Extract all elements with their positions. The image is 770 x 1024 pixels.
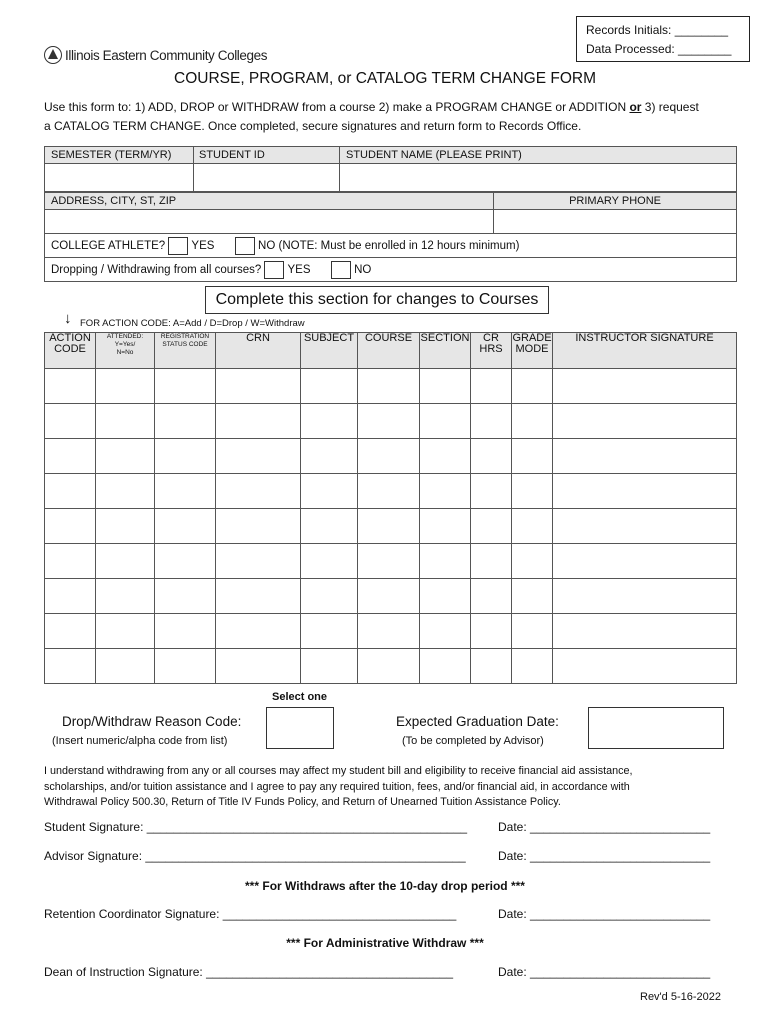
- registration-cell[interactable]: [155, 439, 216, 474]
- subject-cell[interactable]: [301, 544, 358, 579]
- registration-cell[interactable]: [155, 649, 216, 684]
- attended-cell[interactable]: [96, 544, 155, 579]
- attended-cell[interactable]: [96, 404, 155, 439]
- course-header: COURSE: [358, 333, 420, 369]
- instructor-signature-cell[interactable]: [553, 614, 737, 649]
- revision-date: Rev'd 5-16-2022: [640, 991, 721, 1003]
- grade-header: GRADE: [512, 332, 552, 344]
- grade-mode-cell[interactable]: [512, 439, 553, 474]
- athlete-row: [45, 234, 737, 258]
- action-code-cell[interactable]: [45, 649, 96, 684]
- crn-cell[interactable]: [216, 439, 301, 474]
- student-name-input[interactable]: [340, 164, 737, 192]
- cr-hrs-cell[interactable]: [471, 509, 512, 544]
- address-input[interactable]: [45, 210, 494, 234]
- attended-cell[interactable]: [96, 509, 155, 544]
- cr-hrs-cell[interactable]: [471, 439, 512, 474]
- withdraw-note: *** For Withdraws after the 10-day drop period ***: [245, 879, 525, 893]
- records-initials: Records Initials: ________: [586, 23, 729, 37]
- attended-cell[interactable]: [96, 614, 155, 649]
- crn-cell[interactable]: [216, 509, 301, 544]
- grade-mode-cell[interactable]: [512, 404, 553, 439]
- action-code-header: ACTION CODE: [45, 333, 96, 369]
- action-code-note: FOR ACTION CODE: A=Add / D=Drop / W=Withdraw: [80, 318, 305, 329]
- action-code-cell[interactable]: [45, 579, 96, 614]
- college-logo: [44, 46, 267, 64]
- cr-hrs-cell[interactable]: [471, 614, 512, 649]
- intro-or: or: [629, 100, 642, 114]
- select-one-label: Select one: [272, 691, 328, 703]
- crn-cell[interactable]: [216, 404, 301, 439]
- student-id-label: STUDENT ID: [194, 147, 340, 164]
- student-date-line[interactable]: Date: ___________________________: [498, 820, 711, 834]
- logo-text: Illinois Eastern Community Colleges: [65, 47, 268, 63]
- disclaimer-text: [44, 764, 744, 811]
- cr-hrs-cell[interactable]: [471, 369, 512, 404]
- disclaimer-line-3: Withdrawal Policy 500.30, Return of Title IV Funds Policy, and Return of Unearned Tuition Assistance Policy.: [44, 796, 561, 808]
- retention-date-line[interactable]: Date: ___________________________: [498, 907, 711, 921]
- subject-cell[interactable]: [301, 404, 358, 439]
- dropping-no-checkbox[interactable]: [331, 261, 351, 279]
- registration-cell[interactable]: [155, 579, 216, 614]
- cr-hrs-cell[interactable]: [471, 474, 512, 509]
- grade-mode-header: [512, 333, 553, 369]
- instructor-signature-cell[interactable]: [553, 404, 737, 439]
- dropping-yes-checkbox[interactable]: [264, 261, 284, 279]
- action-code-cell[interactable]: [45, 614, 96, 649]
- section-cell[interactable]: [420, 474, 471, 509]
- crn-cell[interactable]: [216, 544, 301, 579]
- action-code-cell[interactable]: [45, 404, 96, 439]
- semester-input[interactable]: [45, 164, 194, 192]
- dropping-no-label: NO: [354, 263, 372, 276]
- attended-header-2: Y=Yes/: [114, 341, 136, 348]
- mode-header: MODE: [515, 343, 549, 355]
- courses-section-title: Complete this section for changes to Courses: [205, 286, 549, 314]
- disclaimer-line-2: scholarships, and/or tuition assistance and I agree to pay any required tuition, fees, and/or financial aid, in accordance with: [44, 780, 630, 793]
- registration-cell[interactable]: [155, 474, 216, 509]
- section-cell[interactable]: [420, 614, 471, 649]
- advisor-date-line[interactable]: Date: ___________________________: [498, 849, 711, 863]
- crn-cell[interactable]: [216, 579, 301, 614]
- subject-cell[interactable]: [301, 649, 358, 684]
- action-code-cell[interactable]: [45, 439, 96, 474]
- attended-cell[interactable]: [96, 579, 155, 614]
- registration-cell[interactable]: [155, 404, 216, 439]
- course-table: [44, 332, 737, 684]
- course-cell[interactable]: [358, 544, 420, 579]
- registration-cell[interactable]: [155, 544, 216, 579]
- subject-cell[interactable]: [301, 474, 358, 509]
- course-row: [45, 649, 737, 684]
- instructor-signature-cell[interactable]: [553, 509, 737, 544]
- student-info-table: [44, 146, 737, 192]
- crn-header: CRN: [216, 333, 301, 369]
- down-arrow-icon: ↓: [64, 310, 72, 327]
- cr-hrs-cell[interactable]: [471, 579, 512, 614]
- logo-icon: [44, 46, 62, 64]
- hrs-header: HRS: [479, 343, 503, 355]
- crn-cell[interactable]: [216, 649, 301, 684]
- reason-code-sub: (Insert numeric/alpha code from list): [52, 735, 228, 747]
- admin-withdraw-note: *** For Administrative Withdraw ***: [286, 936, 484, 950]
- dean-date-line[interactable]: Date: ___________________________: [498, 965, 711, 979]
- attended-cell[interactable]: [96, 649, 155, 684]
- semester-label: SEMESTER (TERM/YR): [45, 147, 194, 164]
- course-cell[interactable]: [358, 369, 420, 404]
- student-signature-line[interactable]: Student Signature: ________________________________________________: [44, 820, 468, 834]
- dropping-row: [45, 258, 737, 282]
- action-code-cell[interactable]: [45, 474, 96, 509]
- attended-cell[interactable]: [96, 369, 155, 404]
- athlete-yes-label: YES: [191, 239, 215, 252]
- cr-hrs-cell[interactable]: [471, 404, 512, 439]
- dropping-yes-label: YES: [287, 263, 311, 276]
- course-row: [45, 544, 737, 579]
- instructor-signature-cell[interactable]: [553, 439, 737, 474]
- section-cell[interactable]: [420, 579, 471, 614]
- course-cell[interactable]: [358, 439, 420, 474]
- subject-cell[interactable]: [301, 439, 358, 474]
- grade-mode-cell[interactable]: [512, 579, 553, 614]
- athlete-label: COLLEGE ATHLETE?: [51, 239, 166, 252]
- instructor-signature-cell[interactable]: [553, 579, 737, 614]
- course-row: [45, 509, 737, 544]
- athlete-note: (NOTE: Must be enrolled in 12 hours minimum): [278, 239, 520, 252]
- graduation-date-label: Expected Graduation Date:: [396, 714, 559, 729]
- course-cell[interactable]: [358, 474, 420, 509]
- course-row: [45, 579, 737, 614]
- course-row: [45, 404, 737, 439]
- course-row: [45, 439, 737, 474]
- attended-cell[interactable]: [96, 474, 155, 509]
- grade-mode-cell[interactable]: [512, 474, 553, 509]
- cr-hrs-header: [471, 333, 512, 369]
- action-code-cell[interactable]: [45, 509, 96, 544]
- data-processed: Data Processed: ________: [586, 42, 732, 56]
- intro-line1-b: 3) request: [641, 100, 699, 114]
- cr-header: CR: [483, 332, 499, 344]
- instructor-header: INSTRUCTOR SIGNATURE: [553, 333, 737, 369]
- records-box: [576, 16, 750, 62]
- course-cell[interactable]: [358, 404, 420, 439]
- disclaimer-line-1: I understand withdrawing from any or all courses may affect my student bill and eligibility to receive financial aid assistance,: [44, 765, 633, 777]
- reason-code-input[interactable]: [266, 707, 334, 749]
- section-cell[interactable]: [420, 544, 471, 579]
- attended-header: [96, 333, 155, 369]
- crn-cell[interactable]: [216, 614, 301, 649]
- intro-line1-a: Use this form to: 1) ADD, DROP or WITHDRAW from a course 2) make a PROGRAM CHANGE or ADDITION: [44, 100, 630, 114]
- intro-text: [44, 98, 744, 136]
- instructor-signature-cell[interactable]: [553, 544, 737, 579]
- grade-mode-cell[interactable]: [512, 614, 553, 649]
- address-table: [44, 192, 737, 282]
- section-cell[interactable]: [420, 439, 471, 474]
- course-row: [45, 474, 737, 509]
- grade-mode-cell[interactable]: [512, 544, 553, 579]
- course-cell[interactable]: [358, 614, 420, 649]
- phone-input[interactable]: [494, 210, 737, 234]
- reason-code-label: Drop/Withdraw Reason Code:: [62, 714, 242, 729]
- section-cell[interactable]: [420, 649, 471, 684]
- form-title: COURSE, PROGRAM, or CATALOG TERM CHANGE FORM: [174, 70, 596, 87]
- athlete-no-checkbox[interactable]: [235, 237, 255, 255]
- attended-header-1: ATTENDED:: [106, 333, 144, 340]
- instructor-signature-cell[interactable]: [553, 369, 737, 404]
- crn-cell[interactable]: [216, 369, 301, 404]
- cr-hrs-cell[interactable]: [471, 544, 512, 579]
- grade-mode-cell[interactable]: [512, 649, 553, 684]
- address-label: ADDRESS, CITY, ST, ZIP: [45, 193, 494, 210]
- cr-hrs-cell[interactable]: [471, 649, 512, 684]
- advisor-signature-line[interactable]: Advisor Signature: ________________________________________________: [44, 849, 466, 863]
- subject-cell[interactable]: [301, 509, 358, 544]
- course-cell[interactable]: [358, 579, 420, 614]
- intro-line2: a CATALOG TERM CHANGE. Once completed, secure signatures and return form to Records Office.: [44, 119, 582, 133]
- crn-cell[interactable]: [216, 474, 301, 509]
- course-row: [45, 369, 737, 404]
- attended-cell[interactable]: [96, 439, 155, 474]
- retention-signature-line[interactable]: Retention Coordinator Signature: ___________________________________: [44, 907, 457, 921]
- athlete-yes-checkbox[interactable]: [168, 237, 188, 255]
- course-row: [45, 614, 737, 649]
- graduation-date-input[interactable]: [588, 707, 724, 749]
- subject-cell[interactable]: [301, 614, 358, 649]
- dean-signature-line[interactable]: Dean of Instruction Signature: _____________________________________: [44, 965, 454, 979]
- registration-cell[interactable]: [155, 369, 216, 404]
- action-code-cell[interactable]: [45, 369, 96, 404]
- subject-header: SUBJECT: [301, 333, 358, 369]
- athlete-no-label: NO: [258, 239, 276, 252]
- subject-cell[interactable]: [301, 369, 358, 404]
- subject-cell[interactable]: [301, 579, 358, 614]
- action-code-cell[interactable]: [45, 544, 96, 579]
- dropping-label: Dropping / Withdrawing from all courses?: [51, 263, 262, 276]
- section-cell[interactable]: [420, 509, 471, 544]
- student-name-label: STUDENT NAME (PLEASE PRINT): [340, 147, 737, 164]
- section-header: SECTION: [420, 333, 471, 369]
- phone-label: PRIMARY PHONE: [494, 193, 737, 210]
- course-cell[interactable]: [358, 509, 420, 544]
- grade-mode-cell[interactable]: [512, 369, 553, 404]
- registration-cell[interactable]: [155, 614, 216, 649]
- instructor-signature-cell[interactable]: [553, 649, 737, 684]
- grade-mode-cell[interactable]: [512, 509, 553, 544]
- instructor-signature-cell[interactable]: [553, 474, 737, 509]
- attended-header-3: N=No: [116, 349, 134, 356]
- graduation-date-sub: (To be completed by Advisor): [402, 735, 544, 747]
- registration-cell[interactable]: [155, 509, 216, 544]
- section-cell[interactable]: [420, 404, 471, 439]
- section-cell[interactable]: [420, 369, 471, 404]
- student-id-input[interactable]: [194, 164, 340, 192]
- course-cell[interactable]: [358, 649, 420, 684]
- registration-header: REGISTRATION STATUS CODE: [155, 333, 216, 369]
- course-rows: [45, 369, 737, 684]
